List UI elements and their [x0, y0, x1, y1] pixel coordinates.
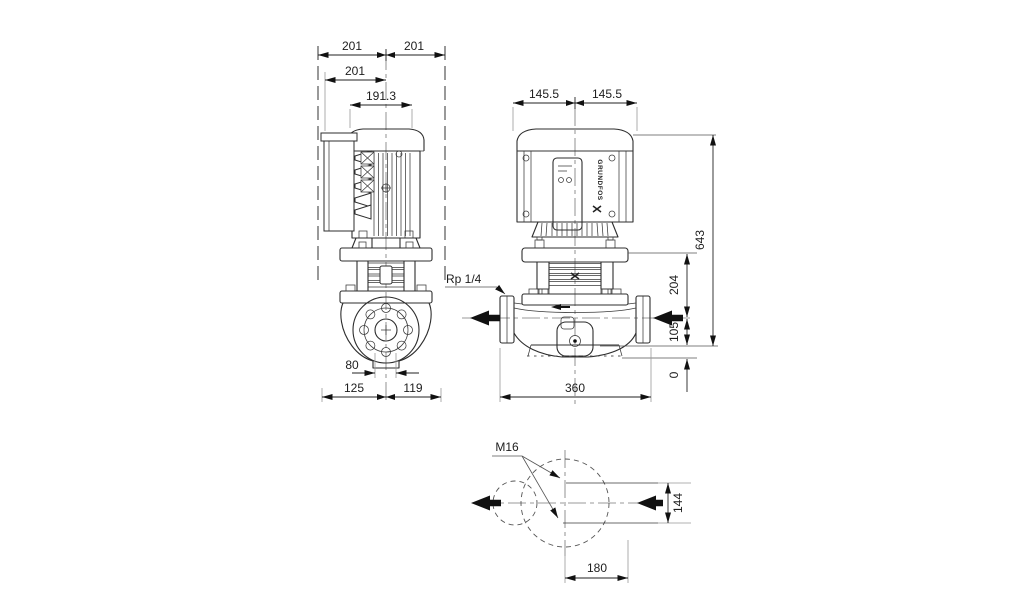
- bolt: [346, 285, 355, 291]
- dim-motor-width: 191.3: [365, 89, 397, 103]
- dim-terminal-box: 201: [344, 64, 366, 78]
- grundfos-logo-icon: [593, 206, 601, 212]
- bolt: [417, 285, 426, 291]
- dim-lantern-height: 204: [667, 274, 681, 296]
- dim-base-right: 119: [403, 381, 423, 395]
- dim-base-half-width: 180: [586, 561, 608, 575]
- gauge-port-label: Rp 1/4: [446, 272, 482, 286]
- plan-flow-arrow-right-icon: [637, 496, 663, 511]
- dim-base-left: 125: [343, 381, 365, 395]
- dim-port: 80: [345, 358, 359, 372]
- cable-glands: [355, 151, 374, 219]
- flow-arrow-left-icon: [470, 311, 500, 326]
- dim-half-right: 145.5: [591, 87, 623, 101]
- plan-view: [471, 440, 691, 556]
- shaft-end-mark: [381, 183, 391, 193]
- front-view: [445, 108, 690, 406]
- terminal-box-lid: [321, 133, 357, 141]
- foundation-bolt-callout: [492, 440, 560, 518]
- plan-view-dimensions: [565, 483, 685, 583]
- plan-flow-arrow-left-icon: [471, 496, 501, 511]
- front-view-dimensions: [500, 87, 718, 402]
- coupling-window: [380, 266, 392, 284]
- terminal-box: [324, 141, 354, 231]
- dim-overall-right: 201: [403, 39, 425, 53]
- motor-fins: [374, 153, 410, 236]
- dim-baseline: 0: [667, 371, 681, 379]
- dim-port-height: 105: [667, 321, 681, 343]
- nameplate: [553, 158, 582, 230]
- dim-port-to-port: 360: [564, 381, 586, 395]
- dim-half-left: 145.5: [528, 87, 560, 101]
- dim-overall-left: 201: [341, 39, 363, 53]
- screw: [609, 155, 615, 161]
- screw: [609, 211, 615, 217]
- foundation-bolt-label: M16: [495, 440, 519, 454]
- brand-label: GRUNDFOS: [596, 159, 603, 201]
- stud: [406, 242, 413, 248]
- dim-total-height: 643: [693, 229, 707, 251]
- stud: [359, 242, 366, 248]
- gauge-port-callout: [445, 272, 505, 294]
- dim-bolt-spacing-depth: 144: [671, 492, 685, 514]
